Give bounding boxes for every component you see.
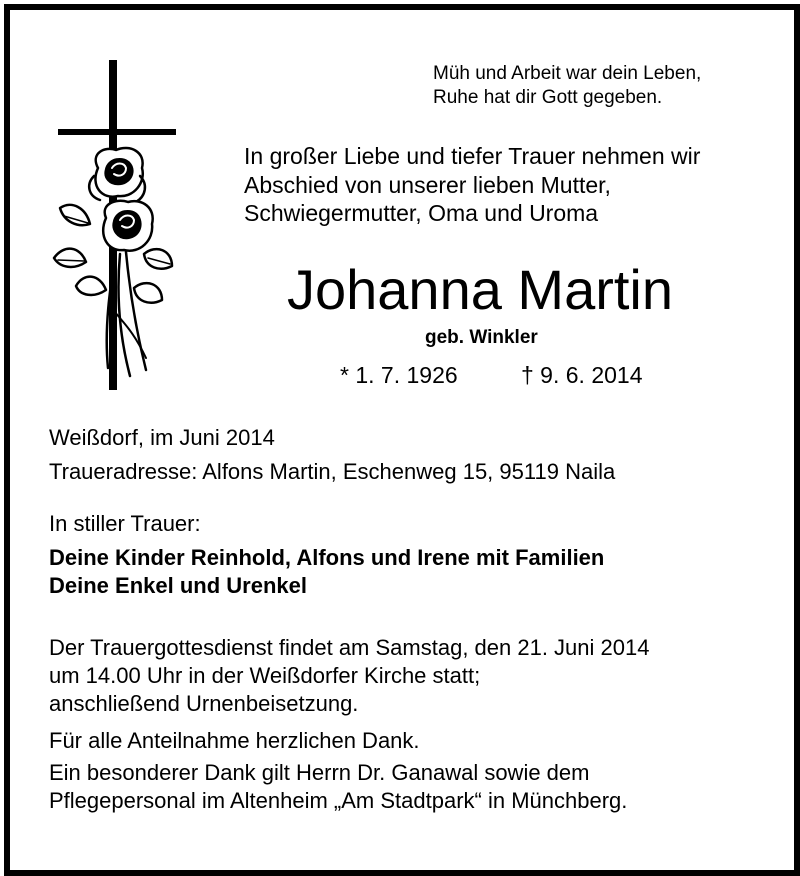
mourners-line: Deine Kinder Reinhold, Alfons und Irene mit Familien xyxy=(49,545,605,570)
birth-date: * 1. 7. 1926 xyxy=(340,362,458,388)
thanks-line: Für alle Anteilnahme herzlichen Dank. xyxy=(49,728,420,753)
intro-line: Abschied von unserer lieben Mutter, xyxy=(244,172,611,198)
special-thanks-line: Pflegepersonal im Altenheim „Am Stadtpark“ in Münchberg. xyxy=(49,788,628,813)
service-line: anschließend Urnenbeisetzung. xyxy=(49,691,359,716)
death-date: † 9. 6. 2014 xyxy=(521,362,643,388)
service-line: Der Trauergottesdienst findet am Samstag, den 21. Juni 2014 xyxy=(49,635,650,660)
deceased-name: Johanna Martin xyxy=(287,258,674,321)
intro-line: Schwiegermutter, Oma und Uroma xyxy=(244,200,599,226)
mourners-line: Deine Enkel und Urenkel xyxy=(49,573,307,598)
maiden-name: geb. Winkler xyxy=(425,327,538,348)
place-date: Weißdorf, im Juni 2014 xyxy=(49,425,275,450)
special-thanks-line: Ein besonderer Dank gilt Herrn Dr. Ganawal sowie dem xyxy=(49,760,590,785)
cross-with-roses-icon xyxy=(50,58,190,403)
motto-line: Ruhe hat dir Gott gegeben. xyxy=(433,87,663,108)
mourners-label: In stiller Trauer: xyxy=(49,511,201,536)
intro-line: In großer Liebe und tiefer Trauer nehmen wir xyxy=(244,143,701,169)
service-line: um 14.00 Uhr in der Weißdorfer Kirche statt; xyxy=(49,663,481,688)
motto-line: Müh und Arbeit war dein Leben, xyxy=(433,63,702,84)
mourning-address: Traueradresse: Alfons Martin, Eschenweg 15, 95119 Naila xyxy=(49,459,616,484)
